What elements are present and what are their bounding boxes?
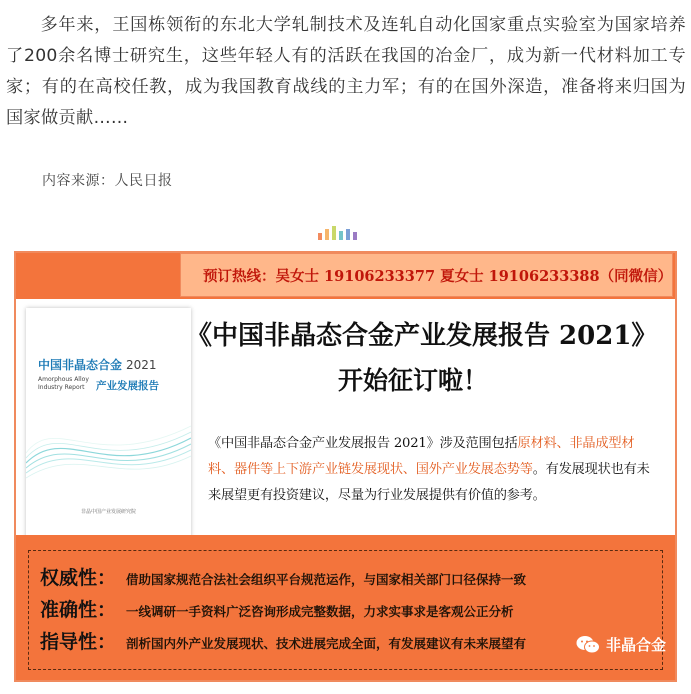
article-paragraph-text: 多年来，王国栋领衔的东北大学轧制技术及连轧自动化国家重点实验室为国家培养了200余名博士研究生，这些年轻人有的活跃在我国的冶金厂，成为新一代材料加工专家；有的在高校任教，成为我国教育战线的主力军；有的在国外深造，准备将来归国为国家做贡献…… bbox=[6, 15, 686, 128]
cover-title: 中国非晶态合金 2021 bbox=[38, 358, 157, 372]
cover-subtitle: 产业发展报告 bbox=[96, 380, 159, 392]
cover-publisher: 非晶中国产业发展研究院 bbox=[80, 509, 136, 515]
feature-guidance: 指导性： 剖析国内外产业发展现状、技术进展完成全面，有发展建议有未来展望有 bbox=[40, 631, 527, 653]
description-highlight: 原材料、非晶成型材料、器件等上下游产业链发展现状、国外产业发展态势等 bbox=[208, 436, 635, 477]
divider-bar bbox=[318, 233, 322, 240]
section-divider bbox=[318, 226, 357, 240]
divider-bar bbox=[325, 229, 329, 240]
hotline-bar bbox=[16, 253, 675, 299]
feature-accuracy: 准确性： 一线调研一手资料广泛咨询形成完整数据，力求实事求是客观公正分析 bbox=[40, 599, 514, 621]
wechat-watermark bbox=[576, 634, 666, 655]
report-description: 《中国非晶态合金产业发展报告 2021》涉及范围包括原材料、非晶成型材料、器件等上下游产业链发展现状、国外产业发展态势等。有发展现状也有未来展望更有投资建议，尽量为行业发展提供有价值的参考。 bbox=[208, 436, 650, 503]
divider-bar bbox=[353, 232, 357, 240]
features-panel bbox=[16, 535, 675, 680]
cover-english-title: Amorphous Alloy Industry Report bbox=[38, 376, 89, 391]
divider-bar bbox=[346, 229, 350, 240]
watermark-text: 非晶合金 bbox=[606, 636, 667, 654]
hotline-text: 预订热线：吴女士 19106233377 夏女士 19106233388（同微信） bbox=[180, 253, 673, 297]
report-ad-banner bbox=[14, 251, 677, 682]
content-source: 内容来源：人民日报 bbox=[42, 173, 173, 189]
wechat-icon bbox=[576, 635, 600, 655]
order-start-headline: 开始征订啦！ bbox=[338, 366, 489, 395]
article-paragraph bbox=[6, 10, 686, 134]
report-cover-image bbox=[26, 308, 191, 540]
divider-bar bbox=[332, 226, 336, 240]
report-title: 《中国非晶态合金产业发展报告 2021》 bbox=[186, 321, 658, 351]
cover-wave-graphic bbox=[26, 408, 191, 488]
divider-bar bbox=[339, 231, 343, 240]
feature-authority: 权威性： 借助国家规范合法社会组织平台规范运作，与国家相关部门口径保持一致 bbox=[40, 567, 527, 589]
